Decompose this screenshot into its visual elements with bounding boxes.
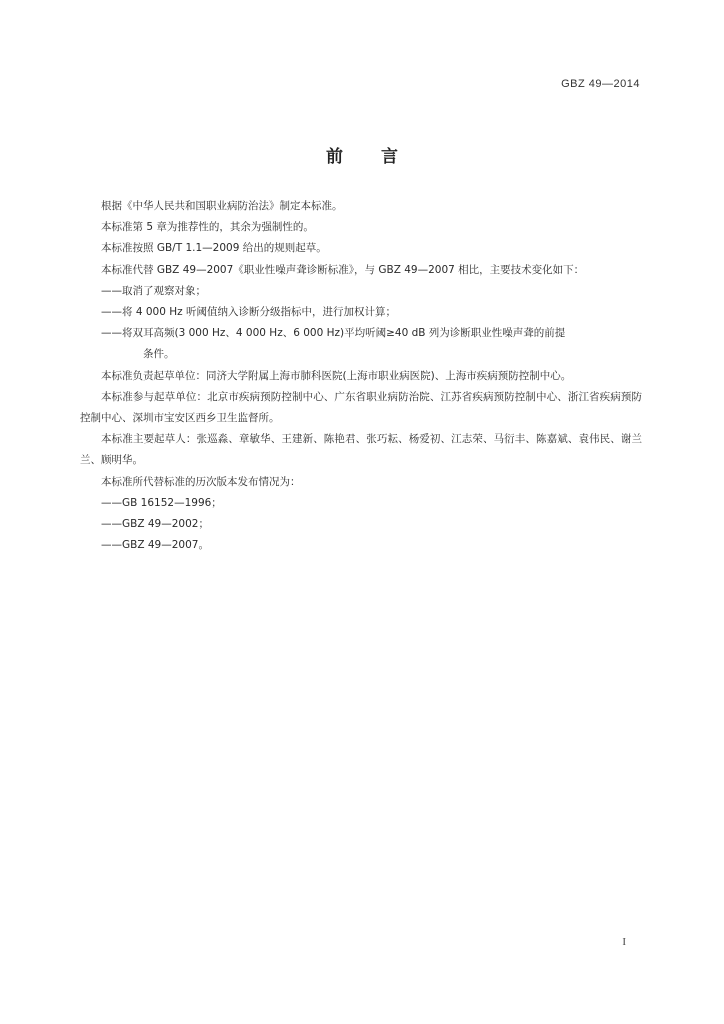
- paragraph-drafting-rules: 本标准按照 GB/T 1.1—2009 给出的规则起草。: [101, 242, 327, 255]
- history-item-3: ——GBZ 49—2007。: [101, 539, 209, 552]
- history-item-2: ——GBZ 49—2002；: [101, 518, 209, 531]
- paragraph-replacement: 本标准代替 GBZ 49—2007《职业性噪声聋诊断标准》，与 GBZ 49—2007 相比，主要技术变化如下：: [101, 263, 585, 276]
- change-item-3-line2: 条件。: [143, 348, 175, 361]
- page-number: I: [622, 936, 626, 948]
- change-item-1: ——取消了观察对象；: [101, 284, 206, 297]
- paragraph-chapter-nature: 本标准第 5 章为推荐性的，其余为强制性的。: [101, 221, 314, 234]
- paragraph-lead-drafter-unit: 本标准负责起草单位：同济大学附属上海市肺科医院(上海市职业病医院)、上海市疾病预防控制中心。: [101, 369, 572, 382]
- paragraph-main-drafters: 本标准主要起草人：张巡淼、章敏华、王建新、陈艳君、张巧耘、杨爱初、江志荣、马衍丰、陈嘉斌、袁伟民、谢兰兰、顾明华。: [80, 433, 642, 467]
- paragraph-version-history: 本标准所代替标准的历次版本发布情况为：: [101, 475, 301, 488]
- change-item-3-line1: ——将双耳高频(3 000 Hz、4 000 Hz、6 000 Hz)平均听阈≥40 dB 列为诊断职业性噪声聋的前提: [101, 327, 566, 340]
- change-item-2: ——将 4 000 Hz 听阈值纳入诊断分级指标中，进行加权计算；: [101, 306, 396, 319]
- history-item-1: ——GB 16152—1996；: [101, 496, 222, 509]
- paragraph-participating-units: 本标准参与起草单位：北京市疾病预防控制中心、广东省职业病防治院、江苏省疾病预防控制中心、浙江省疾病预防控制中心、深圳市宝安区西乡卫生监督所。: [80, 390, 642, 425]
- change-item-3: [80, 323, 642, 365]
- page-title: 前言: [326, 147, 436, 167]
- paragraph-legal-basis: 根据《中华人民共和国职业病防治法》制定本标准。: [101, 200, 343, 212]
- standard-number: GBZ 49—2014: [561, 78, 640, 90]
- foreword-body: [80, 196, 642, 556]
